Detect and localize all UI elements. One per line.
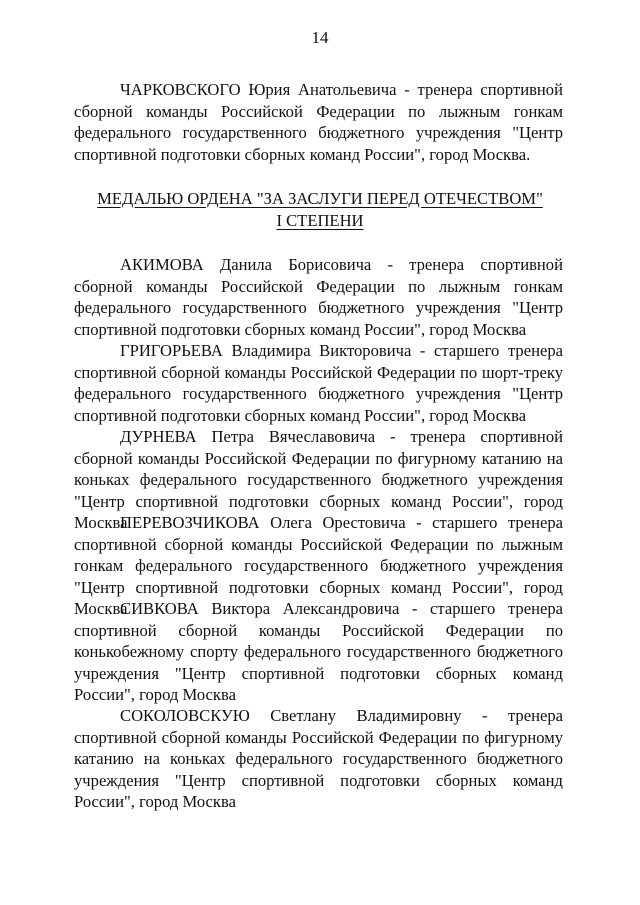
section-heading-line2 — [60, 210, 580, 232]
page-number: 14 — [311, 28, 329, 47]
award-entry-grigoriev: ГРИГОРЬЕВА Владимира Викторовича - старшего тренера спортивной сборной команды Российской Федерации по шорт-треку федерального государственного бюджетного учреждения "Центр спортивной подготовки сборных команд России", город Москва — [74, 341, 563, 425]
section-heading-degree: I СТЕПЕНИ — [276, 211, 364, 230]
award-entry-perevozchikov: ПЕРЕВОЗЧИКОВА Олега Орестовича - старшего тренера спортивной сборной команды Российской Федерации по лыжным гонкам федерального государственного бюджетного учреждения "Центр спортивной подготовки сборных команд России", город Москва — [74, 513, 563, 619]
award-entry-sokolovskaya: СОКОЛОВСКУЮ Светлану Владимировну - тренера спортивной сборной команды Российской Федерации по фигурному катанию на коньках федерального государственного бюджетного учреждения "Центр спортивной подготовки сборных команд России", город Москва — [74, 706, 563, 812]
award-entry-charkovsky: ЧАРКОВСКОГО Юрия Анатольевича - тренера спортивной сборной команды Российской Федерации по лыжным гонкам федерального государственного бюджетного учреждения "Центр спортивной подготовки сборных команд России", город Москва. — [74, 80, 563, 164]
award-entry-sivkov: СИВКОВА Виктора Александровича - старшего тренера спортивной сборной команды Российской Федерации по конькобежному спорту федерального государственного бюджетного учреждения "Центр спортивной подготовки сборных команд России", город Москва — [74, 599, 563, 705]
award-entry-akimov: АКИМОВА Данила Борисовича - тренера спортивной сборной команды Российской Федерации по лыжным гонкам федерального государственного бюджетного учреждения "Центр спортивной подготовки сборных команд России", город Москва — [74, 255, 563, 339]
section-heading-line1 — [60, 188, 580, 210]
section-heading-text: МЕДАЛЬЮ ОРДЕНА "ЗА ЗАСЛУГИ ПЕРЕД ОТЕЧЕСТВОМ" — [97, 189, 543, 208]
award-entry-durnev: ДУРНЕВА Петра Вячеславовича - тренера спортивной сборной команды Российской Федерации по фигурному катанию на коньках федерального государственного бюджетного учреждения "Центр спортивной подготовки сборных команд России", город Москва — [74, 427, 563, 533]
